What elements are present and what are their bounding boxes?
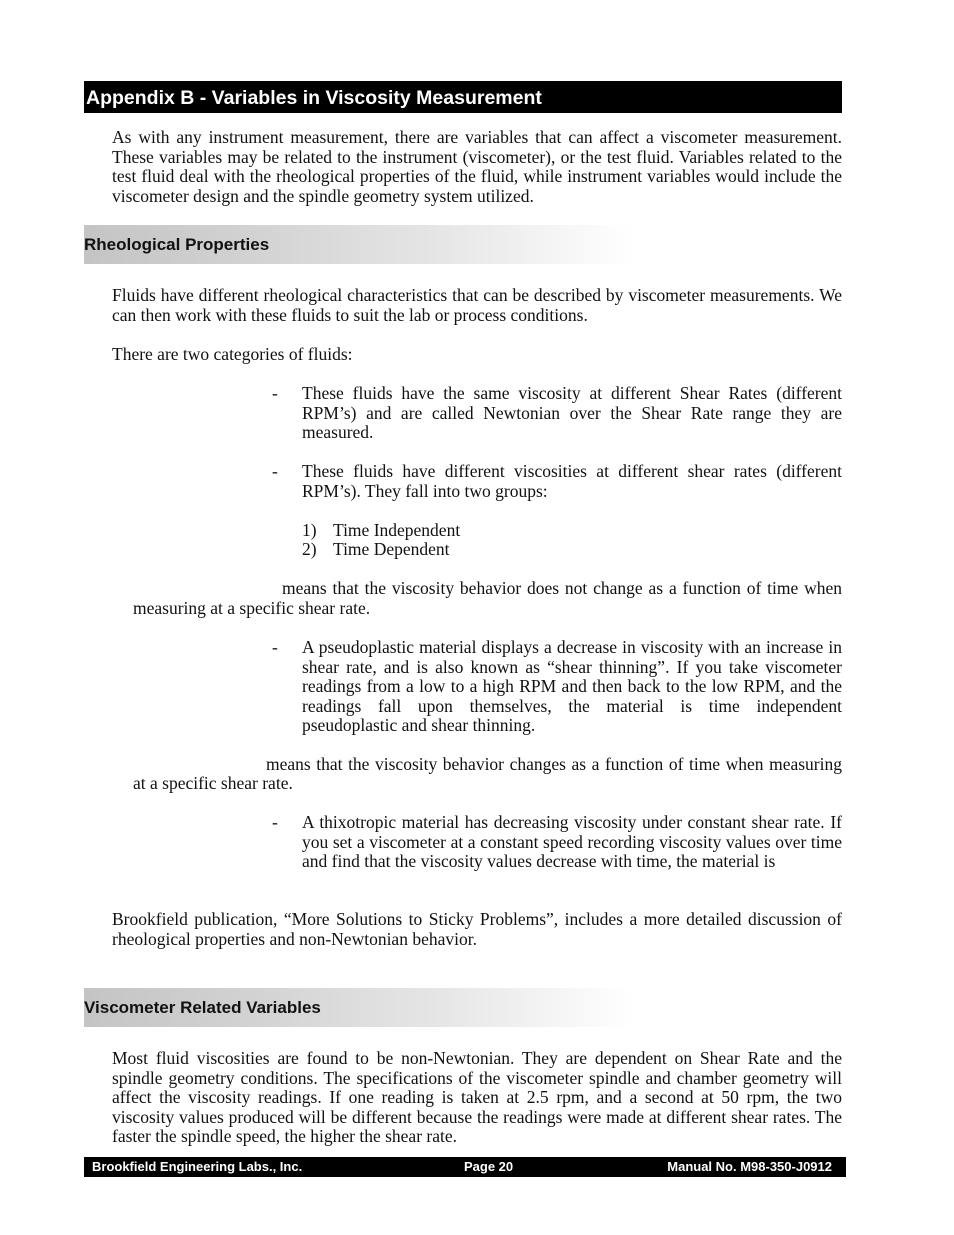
footer-company: Brookfield Engineering Labs., Inc.	[92, 1159, 303, 1174]
list-item-time-dependent: Time Dependent	[333, 539, 450, 559]
list-number: 1)	[302, 520, 317, 540]
bullet-non-newtonian: These fluids have different viscosities at different shear rates (different RPM’s). They fall into two groups:	[302, 461, 842, 501]
page-footer	[84, 1157, 846, 1177]
bullet-dash: -	[272, 383, 278, 403]
time-dependent-line-1: means that the viscosity behavior changes as a function of time when measuring	[266, 754, 842, 774]
list-number: 2)	[302, 539, 317, 559]
bullet-newtonian: These fluids have the same viscosity at different Shear Rates (different RPM’s) and are called Newtonian over the Shear Rate range they are measured.	[302, 383, 842, 442]
footer-manual-number: Manual No. M98-350-J0912	[667, 1159, 832, 1174]
bullet-dash: -	[272, 637, 278, 657]
section-heading-rheological: Rheological Properties	[84, 235, 270, 254]
time-dependent-line-2: at a specific shear rate.	[133, 773, 293, 793]
bullet-pseudoplastic: A pseudoplastic material displays a decrease in viscosity with an increase in shear rate, and is also known as “shear thinning”. If you take viscometer readings from a low to a high RPM and then back to the low RPM, and the readings fall upon themselves, the material is time independent pseudoplastic and shear thinning.	[302, 637, 842, 735]
intro-paragraph: As with any instrument measurement, there are variables that can affect a viscometer measurement. These variables may be related to the instrument (viscometer), or the test fluid. Variables related to the test fluid deal with the rheological properties of the fluid, while instrument variables would include the viscometer design and the spindle geometry system utilized.	[112, 127, 842, 206]
visc-paragraph-1: Most fluid viscosities are found to be non-Newtonian. They are dependent on Shear Rate and the spindle geometry conditions. The specifications of the viscometer spindle and chamber geometry will affect the viscosity readings. If one reading is taken at 2.5 rpm, and a second at 50 rpm, the two viscosity values produced will be different because the readings were made at different shear rates. The faster the spindle speed, the higher the shear rate.	[112, 1048, 842, 1146]
bullet-thixotropic: A thixotropic material has decreasing viscosity under constant shear rate. If you set a viscometer at a constant speed recording viscosity values over time and find that the viscosity values decrease with time, the material is	[302, 812, 842, 871]
bullet-dash: -	[272, 461, 278, 481]
section-header-viscometer	[84, 988, 634, 1027]
section-heading-viscometer: Viscometer Related Variables	[84, 998, 321, 1017]
page-title-bar	[84, 81, 842, 113]
rheo-paragraph-3: Brookfield publication, “More Solutions to Sticky Problems”, includes a more detailed discussion of rheological properties and non-Newtonian behavior.	[112, 909, 842, 949]
footer-page-number: Page 20	[464, 1159, 514, 1174]
time-independent-line-2: measuring at a specific shear rate.	[133, 598, 371, 618]
page-title: Appendix B - Variables in Viscosity Measurement	[86, 87, 542, 109]
bullet-dash: -	[272, 812, 278, 832]
section-header-rheological	[84, 225, 634, 264]
rheo-paragraph-1: Fluids have different rheological characteristics that can be described by viscometer measurements. We can then work with these fluids to suit the lab or process conditions.	[112, 285, 842, 325]
list-item-time-independent: Time Independent	[333, 520, 461, 540]
rheo-paragraph-2: There are two categories of fluids:	[112, 344, 353, 364]
time-independent-line-1: means that the viscosity behavior does not change as a function of time when	[282, 578, 842, 598]
